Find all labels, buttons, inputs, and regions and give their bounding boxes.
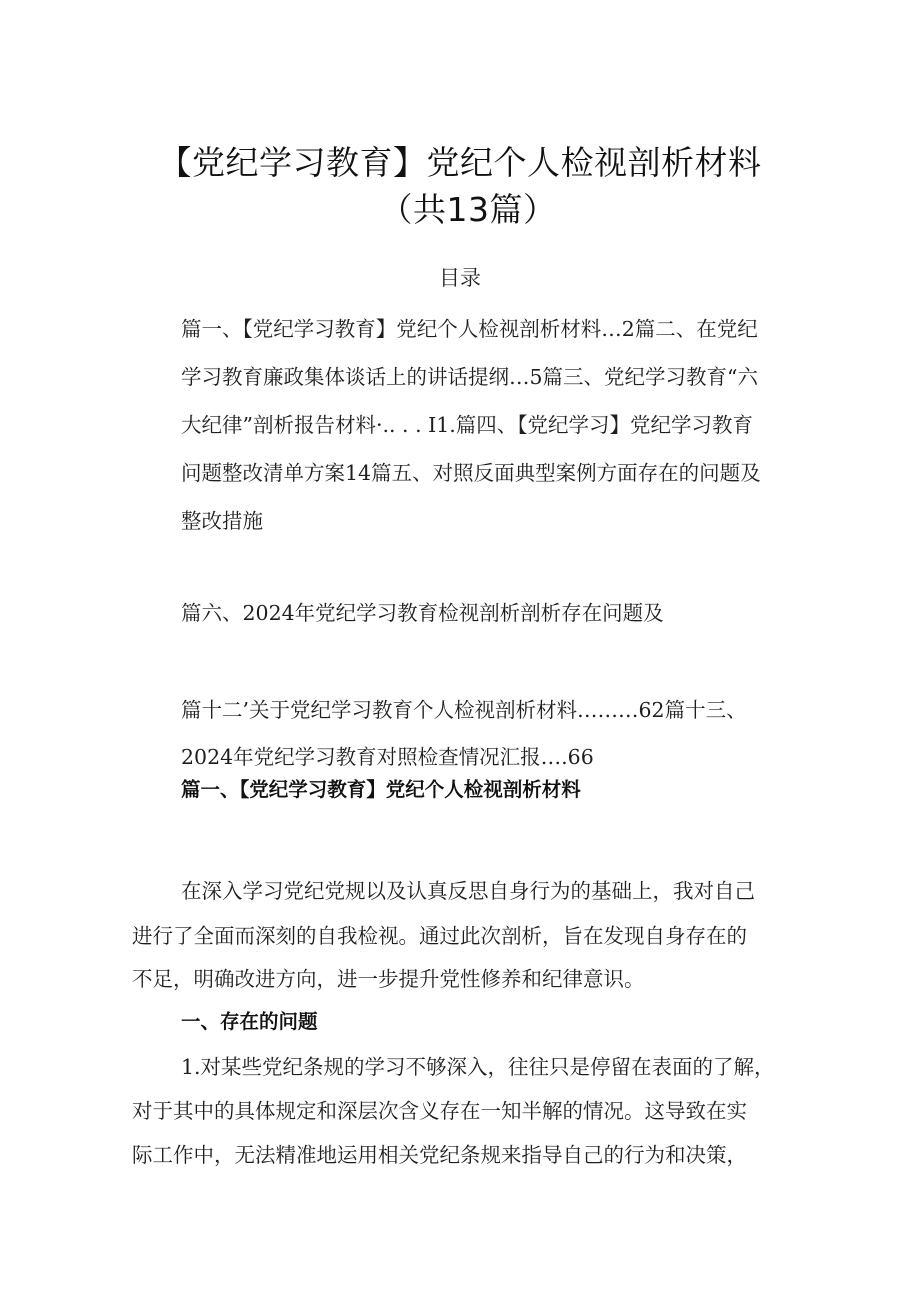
toc-line: 大纪律”剖析报告材料·.. . . I1.篇四、【党纪学习】党纪学习教育 bbox=[181, 413, 754, 437]
toc-heading: 目录 bbox=[439, 266, 481, 290]
toc-line: 整改措施 bbox=[181, 509, 263, 533]
paragraph-line: 进行了全面而深刻的自我检视。通过此次剖析，旨在发现自身存在的 bbox=[132, 924, 747, 948]
paragraph-line: 际工作中，无法精准地运用相关党纪条规来指导自己的行为和决策， bbox=[132, 1143, 747, 1167]
toc-line: 篇六、2024年党纪学习教育检视剖析剖析存在问题及 bbox=[181, 601, 664, 625]
paragraph-line: 1.对某些党纪条规的学习不够深入，往往只是停留在表面的了解， bbox=[181, 1055, 775, 1079]
paragraph-line: 对于其中的具体规定和深层次含义存在一知半解的情况。这导致在实 bbox=[132, 1099, 747, 1123]
subheading: 一、存在的问题 bbox=[181, 1010, 318, 1033]
document-title-line-1: 【党纪学习教育】党纪个人检视剖析材料 bbox=[158, 143, 762, 182]
paragraph-line: 不足，明确改进方向，进一步提升党性修养和纪律意识。 bbox=[132, 967, 645, 991]
toc-line: 2024年党纪学习教育对照检查情况汇报….66 bbox=[181, 745, 594, 769]
toc-line: 问题整改清单方案14篇五、对照反面典型案例方面存在的问题及 bbox=[181, 461, 761, 485]
toc-line: 篇一、【党纪学习教育】党纪个人检视剖析材料…2篇二、在党纪 bbox=[181, 317, 758, 341]
toc-line: 学习教育廉政集体谈话上的讲话提纲…5篇三、党纪学习教育“六 bbox=[181, 365, 759, 389]
toc-line: 篇十二’关于党纪学习教育个人检视剖析材料………62篇十三、 bbox=[181, 698, 747, 722]
section-heading: 篇一、【党纪学习教育】党纪个人检视剖析材料 bbox=[181, 778, 581, 801]
document-title-line-2: （共13篇） bbox=[379, 190, 557, 229]
paragraph-line: 在深入学习党纪党规以及认真反思自身行为的基础上，我对自己 bbox=[181, 879, 755, 903]
